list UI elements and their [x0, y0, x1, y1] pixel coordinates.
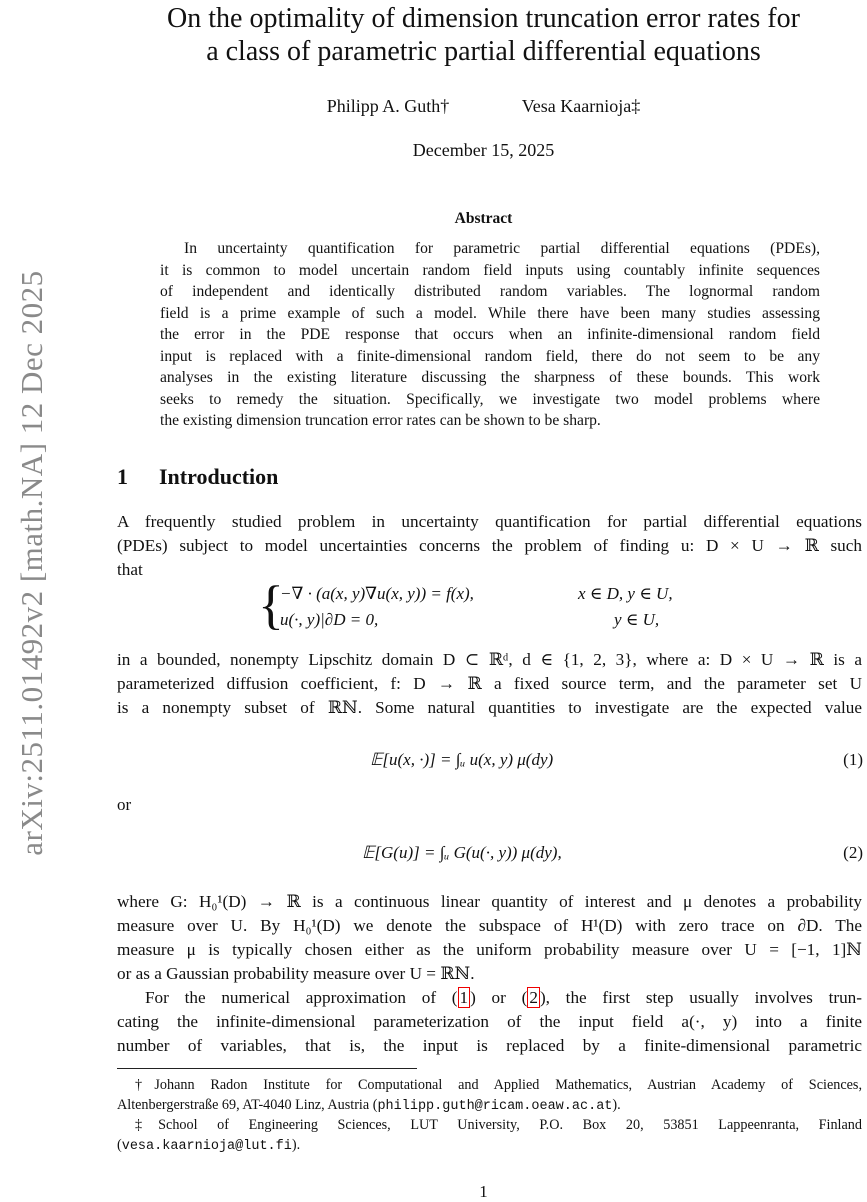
text-line: number of variables, that is, the input is replaced by a finite-dimensional parametric: [117, 1036, 862, 1055]
text: ) or (: [470, 988, 528, 1007]
equation-2: 𝔼[G(u)] = ∫ᵤ G(u(·, y)) μ(dy),: [362, 843, 562, 862]
abstract-body: [160, 238, 820, 432]
abstract-line: field is a prime example of such a model. While there have been many studies assessing: [160, 304, 820, 322]
equation-row: −∇ · (a(x, y)∇u(x, y)) = f(x),: [280, 584, 474, 603]
equation-link-1[interactable]: 1: [459, 988, 469, 1007]
equation-condition: x ∈ D, y ∈ U,: [578, 584, 673, 603]
text-or: or: [117, 795, 132, 814]
title-line: a class of parametric partial differential equations: [206, 36, 761, 67]
equation-condition: y ∈ U,: [614, 610, 660, 629]
text: (: [117, 1136, 122, 1153]
section-number: 1: [117, 464, 128, 489]
brace: {: [258, 575, 284, 635]
paragraph: [117, 890, 862, 986]
text: ).: [612, 1096, 621, 1113]
equation-number: (2): [843, 843, 863, 862]
text: ).: [291, 1136, 301, 1153]
abstract-line: input is replaced with a finite-dimensional random field, there do not seem to be any: [160, 347, 820, 365]
abstract-line: of independent and identically distributed random variables. The lognormal random: [160, 283, 820, 300]
section-title: Introduction: [159, 464, 279, 489]
abstract-line: it is common to model uncertain random field inputs using countably infinite sequences: [160, 261, 820, 279]
footnote-line: †Johann Radon Institute for Computational and Applied Mathematics, Austrian Academy of Sciences,: [135, 1077, 862, 1093]
text-line: A frequently studied problem in uncertainty quantification for partial differential equations: [117, 512, 862, 531]
email-link[interactable]: philipp.guth@ricam.oeaw.ac.at: [377, 1098, 613, 1114]
title-line: On the optimality of dimension truncation error rates for: [167, 3, 800, 34]
paragraph: [117, 986, 862, 1058]
abstract-line: the existing dimension truncation error rates can be shown to be sharp.: [160, 412, 601, 429]
abstract-line: seeks to remedy the situation. Specifically, we investigate two model problems where: [160, 390, 820, 408]
text-line: in a bounded, nonempty Lipschitz domain D ⊂ ℝᵈ, d ∈ {1, 2, 3}, where a: D × U → ℝ is a: [117, 650, 862, 669]
text-line: (PDEs) subject to model uncertainties concerns the problem of finding u: D × U → ℝ such: [117, 536, 862, 555]
pde-system: [258, 575, 718, 638]
text-line: measure over U. By H₀¹(D) we denote the subspace of H¹(D) with zero trace on ∂D. The: [117, 916, 862, 935]
footnote-rule: [117, 1068, 417, 1069]
paragraph: [117, 510, 862, 582]
text-line: [117, 986, 862, 1010]
section-heading: [117, 464, 278, 490]
text: For the numerical approximation of (: [145, 988, 458, 1007]
text-line: is a nonempty subset of ℝℕ. Some natural quantities to investigate are the expected value: [117, 698, 862, 717]
paper-title: [100, 2, 867, 68]
page-number: 1: [479, 1182, 488, 1201]
footnote-line: [117, 1096, 862, 1117]
author: Vesa Kaarnioja‡: [521, 96, 641, 116]
equation-row: u(·, y)|∂D = 0,: [280, 610, 379, 629]
arxiv-stamp: arXiv:2511.01492v2 [math.NA] 12 Dec 2025: [14, 270, 49, 856]
text-line: cating the infinite-dimensional parameterization of the input field a(·, y) into a finite: [117, 1012, 862, 1031]
date: December 15, 2025: [412, 140, 555, 160]
text: ), the first step usually involves trun-: [539, 988, 863, 1007]
equation-link-2[interactable]: 2: [529, 988, 538, 1007]
paragraph: [117, 648, 862, 720]
footnotes: [117, 1076, 862, 1156]
text-line: or as a Gaussian probability measure over U = ℝℕ.: [117, 964, 475, 983]
footnote-line: ‡School of Engineering Sciences, LUT University, P.O. Box 20, 53851 Lappeenranta, Finland: [135, 1117, 862, 1133]
text-line: where G: H₀¹(D) → ℝ is a continuous linear quantity of interest and μ denotes a probability: [117, 892, 862, 911]
abstract-line: the error in the PDE response that occurs when an infinite-dimensional random field: [160, 326, 820, 343]
text-line: that: [117, 560, 143, 579]
abstract-line: analyses in the existing literature discussing the sharpness of these bounds. This work: [160, 369, 820, 386]
email-link[interactable]: vesa.kaarnioja@lut.fi: [121, 1138, 292, 1154]
equation-number: (1): [843, 750, 863, 769]
authors: [100, 96, 867, 117]
text-line: measure μ is typically chosen either as the uniform probability measure over U = [−1, 1]ℕ: [117, 940, 862, 959]
text-line: parameterized diffusion coefficient, f: D → ℝ a fixed source term, and the parameter set U: [117, 674, 862, 693]
abstract-line: In uncertainty quantification for parametric partial differential equations (PDEs),: [184, 240, 820, 257]
author: Philipp A. Guth†: [326, 96, 450, 116]
text: Altenbergerstraße 69, AT-4040 Linz, Austria (: [117, 1096, 378, 1113]
equation-1: 𝔼[u(x, ·)] = ∫ᵤ u(x, y) μ(dy): [370, 750, 554, 769]
abstract-heading: Abstract: [454, 210, 513, 227]
footnote-line: [117, 1136, 862, 1157]
